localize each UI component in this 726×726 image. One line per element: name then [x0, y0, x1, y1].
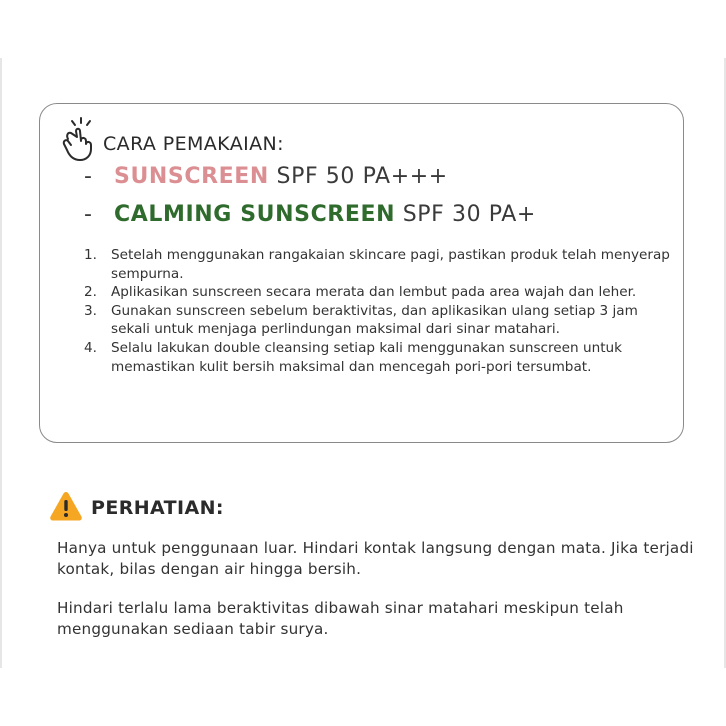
usage-step	[84, 339, 674, 376]
product-spec-sunscreen: SPF 50 PA+++	[268, 164, 448, 189]
product-name-sunscreen: SUNSCREEN	[114, 164, 269, 189]
snapping-hand-icon	[59, 117, 99, 161]
step-text: Aplikasikan sunscreen secara merata dan lembut pada area wajah dan leher.	[111, 284, 637, 301]
warning-icon	[49, 490, 83, 522]
usage-steps-list	[84, 246, 674, 376]
warning-title: PERHATIAN:	[91, 497, 224, 519]
warning-paragraph: Hanya untuk penggunaan luar. Hindari kontak langsung dengan mata. Jika terjadi kontak, bilas dengan air hingga bersih.	[57, 539, 694, 578]
step-text: Gunakan sunscreen sebelum beraktivitas, dan aplikasikan ulang setiap 3 jam sekali untuk menjaga perlindungan maksimal dari sinar matahari.	[111, 302, 638, 338]
step-number: 4.	[84, 339, 97, 356]
product-spec-calming-sunscreen: SPF 30 PA+	[395, 202, 536, 227]
product-name-calming-sunscreen: CALMING SUNSCREEN	[114, 202, 396, 227]
page-edge-left	[0, 58, 2, 668]
product-line-sunscreen	[84, 164, 448, 189]
step-number: 3.	[84, 302, 97, 319]
usage-step	[84, 246, 674, 283]
product-line-calming-sunscreen	[84, 202, 536, 227]
usage-step	[84, 283, 674, 302]
product-dash: -	[84, 164, 93, 189]
usage-step	[84, 302, 674, 339]
step-text: Setelah menggunakan rangakaian skincare pagi, pastikan produk telah menyerap sempurna.	[111, 247, 670, 282]
step-number: 1.	[84, 247, 97, 263]
warning-paragraph: Hindari terlalu lama beraktivitas dibawah sinar matahari meskipun telah menggunakan sediaan tabir surya.	[57, 599, 624, 638]
product-dash: -	[84, 202, 93, 227]
step-number: 2.	[84, 284, 97, 301]
step-text: Selalu lakukan double cleansing setiap kali menggunakan sunscreen untuk memastikan kulit bersih maksimal dan mencegah pori-pori tersumbat.	[111, 339, 623, 375]
usage-title: CARA PEMAKAIAN:	[103, 133, 284, 155]
